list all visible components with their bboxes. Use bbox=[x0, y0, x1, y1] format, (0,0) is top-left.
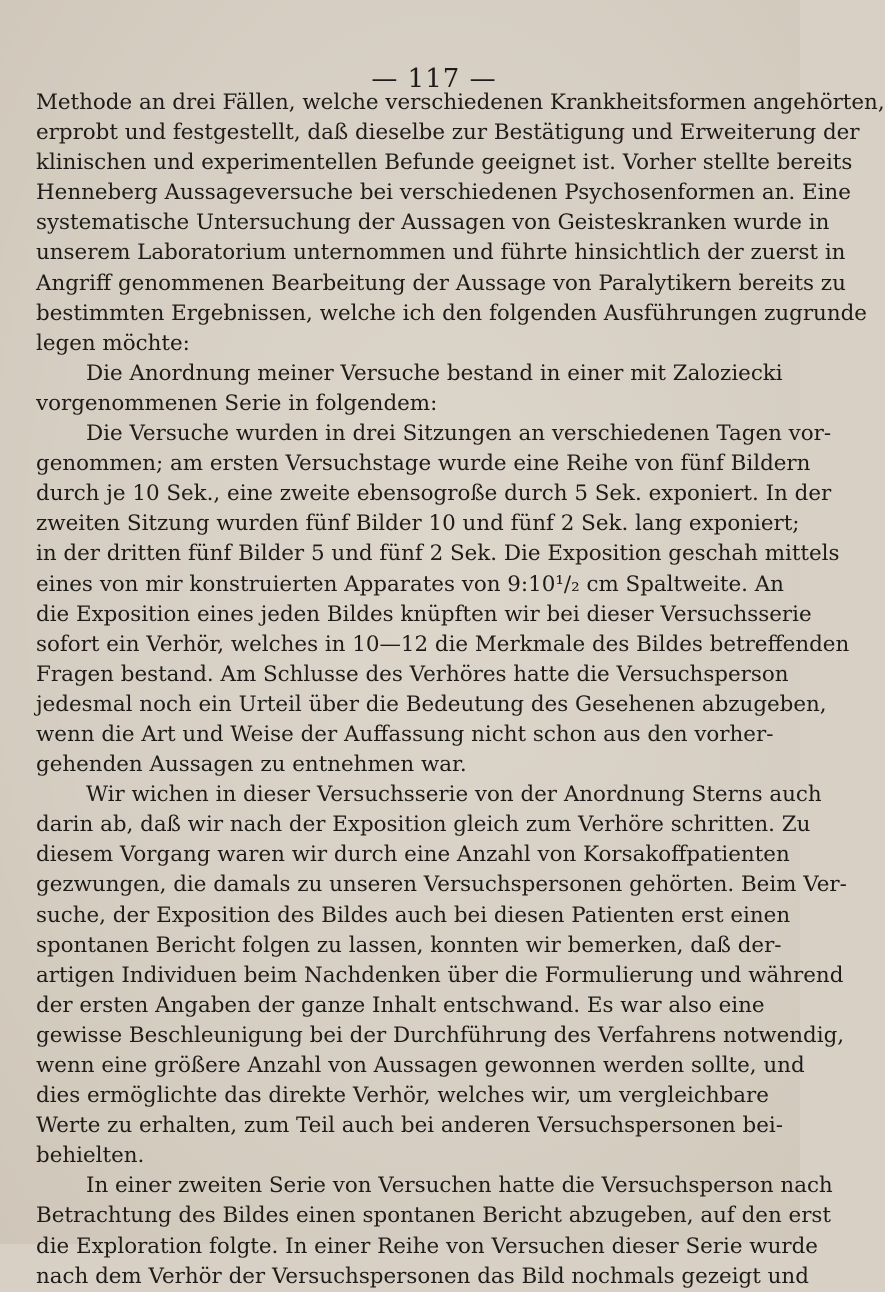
text-line: artigen Individuen beim Nachdenken über die Formulierung und während bbox=[36, 962, 844, 988]
text-line: zweiten Sitzung wurden fünf Bilder 10 und fünf 2 Sek. lang exponiert; bbox=[36, 511, 800, 537]
text-line: Betrachtung des Bildes einen spontanen Bericht abzugeben, auf den erst bbox=[36, 1203, 832, 1229]
text-line: sofort ein Verhör, welches in 10—12 die Merkmale des Bildes betreffenden bbox=[36, 631, 850, 657]
text-line: bestimmten Ergebnissen, welche ich den folgenden Ausführungen zugrunde bbox=[36, 300, 867, 326]
text-line: vorgenommenen Serie in folgendem: bbox=[36, 390, 438, 416]
text-line: gehenden Aussagen zu entnehmen war. bbox=[36, 752, 467, 778]
text-line: klinischen und experimentellen Befunde geeignet ist. Vorher stellte bereits bbox=[36, 150, 853, 176]
text-line: der ersten Angaben der ganze Inhalt entschwand. Es war also eine bbox=[36, 992, 765, 1018]
text-line: genommen; am ersten Versuchstage wurde eine Reihe von fünf Bildern bbox=[36, 451, 811, 477]
text-line: gewisse Beschleunigung bei der Durchführung des Verfahrens notwendig, bbox=[36, 1022, 845, 1048]
text-line: Wir wichen in dieser Versuchsserie von der Anordnung Sterns auch bbox=[86, 782, 822, 808]
text-line: In einer zweiten Serie von Versuchen hatte die Versuchsperson nach bbox=[86, 1173, 833, 1199]
text-line: spontanen Bericht folgen zu lassen, konnten wir bemerken, daß der- bbox=[36, 932, 782, 958]
text-line: Angriff genommenen Bearbeitung der Aussage von Paralytikern bereits zu bbox=[36, 270, 846, 296]
text-line: wenn die Art und Weise der Auffassung nicht schon aus den vorher- bbox=[36, 721, 774, 747]
text-line: unserem Laboratorium unternommen und führte hinsichtlich der zuerst in bbox=[36, 240, 846, 266]
text-line: jedesmal noch ein Urteil über die Bedeutung des Gesehenen abzugeben, bbox=[36, 691, 827, 717]
text-line: Die Versuche wurden in drei Sitzungen an verschiedenen Tagen vor- bbox=[86, 421, 832, 447]
text-line: nach dem Verhör der Versuchspersonen das Bild nochmals gezeigt und bbox=[36, 1263, 809, 1289]
text-line: diesem Vorgang waren wir durch eine Anzahl von Korsakoffpatienten bbox=[36, 842, 790, 868]
text-line: suche, der Exposition des Bildes auch bei diesen Patienten erst einen bbox=[36, 902, 791, 928]
text-line: Methode an drei Fällen, welche verschiedenen Krankheitsformen angehörten, bbox=[36, 90, 885, 115]
text-line: Werte zu erhalten, zum Teil auch bei anderen Versuchspersonen bei- bbox=[36, 1113, 783, 1139]
text-line: die Exploration folgte. In einer Reihe von Versuchen dieser Serie wurde bbox=[36, 1233, 818, 1259]
page-number: — 117 — bbox=[371, 64, 497, 94]
text-line: die Exposition eines jeden Bildes knüpften wir bei dieser Versuchsserie bbox=[36, 601, 812, 627]
text-line: dies ermöglichte das direkte Verhör, welches wir, um vergleichbare bbox=[36, 1083, 769, 1109]
text-line: erprobt und festgestellt, daß dieselbe zur Bestätigung und Erweiterung der bbox=[36, 120, 860, 146]
text-line: gezwungen, die damals zu unseren Versuchspersonen gehörten. Beim Ver- bbox=[36, 872, 847, 898]
text-line: eines von mir konstruierten Apparates von 9:10¹/₂ cm Spaltweite. An bbox=[36, 571, 784, 597]
text-line: Die Anordnung meiner Versuche bestand in einer mit Zaloziecki bbox=[86, 360, 783, 386]
text-line: wenn eine größere Anzahl von Aussagen gewonnen werden sollte, und bbox=[36, 1053, 805, 1078]
body-text bbox=[36, 88, 885, 1292]
text-line: Henneberg Aussageversuche bei verschiedenen Psychosenformen an. Eine bbox=[36, 180, 851, 206]
text-line: darin ab, daß wir nach der Exposition gleich zum Verhöre schritten. Zu bbox=[36, 812, 811, 838]
text-line: systematische Untersuchung der Aussagen von Geisteskranken wurde in bbox=[36, 210, 830, 236]
text-line: in der dritten fünf Bilder 5 und fünf 2 Sek. Die Exposition geschah mittels bbox=[36, 541, 840, 567]
text-line: Fragen bestand. Am Schlusse des Verhöres hatte die Versuchsperson bbox=[36, 661, 789, 687]
text-line: legen möchte: bbox=[36, 330, 190, 356]
text-line: durch je 10 Sek., eine zweite ebensogroße durch 5 Sek. exponiert. In der bbox=[36, 481, 832, 507]
text-line: behielten. bbox=[36, 1143, 145, 1169]
